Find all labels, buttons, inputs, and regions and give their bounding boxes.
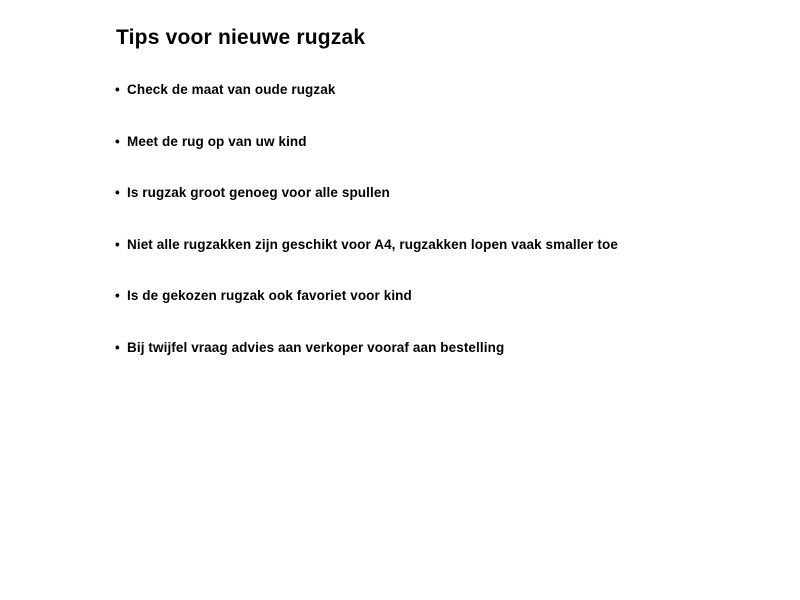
list-item: • Is de gekozen rugzak ook favoriet voor kind bbox=[115, 270, 618, 322]
bullet-list bbox=[115, 64, 618, 373]
page-title: Tips voor nieuwe rugzak bbox=[116, 26, 366, 49]
list-item: • Check de maat van oude rugzak bbox=[115, 64, 618, 116]
list-item: • Is rugzak groot genoeg voor alle spullen bbox=[115, 167, 618, 219]
list-item: • Niet alle rugzakken zijn geschikt voor A4, rugzakken lopen vaak smaller toe bbox=[115, 219, 618, 271]
list-item: • Meet de rug op van uw kind bbox=[115, 116, 618, 168]
list-item: • Bij twijfel vraag advies aan verkoper vooraf aan bestelling bbox=[115, 322, 618, 374]
